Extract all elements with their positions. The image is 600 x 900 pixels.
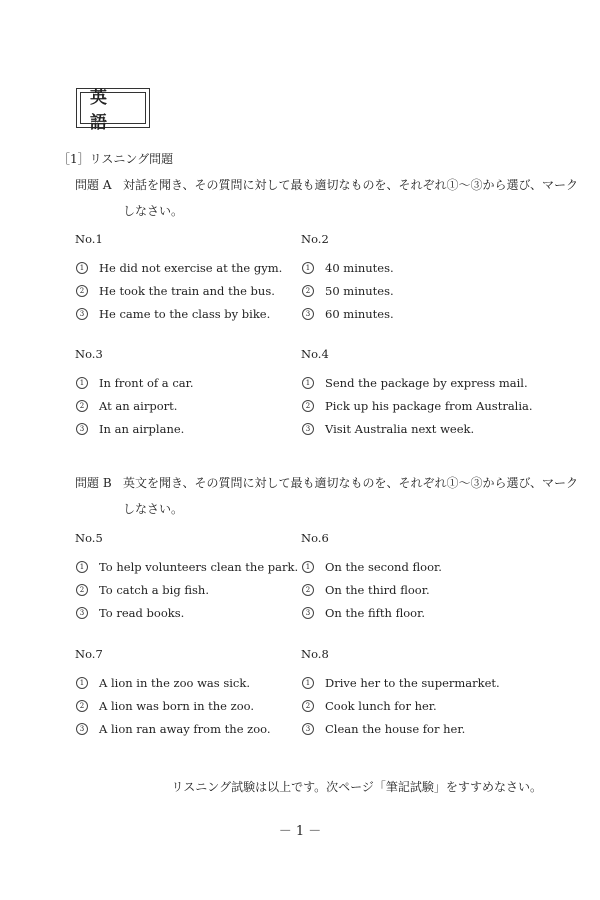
- question-number: No.1: [75, 232, 103, 246]
- question-1: [75, 232, 315, 325]
- circled-number-icon: 1: [302, 262, 314, 274]
- circled-number-icon: 1: [76, 377, 88, 389]
- circled-number-icon: 2: [302, 400, 314, 412]
- circled-number-icon: 1: [302, 677, 314, 689]
- answer-option[interactable]: [75, 302, 315, 325]
- answer-option[interactable]: [75, 256, 315, 279]
- option-text: Visit Australia next week.: [325, 421, 475, 436]
- part-a-label: 問題 A: [75, 178, 112, 192]
- option-text: In an airplane.: [99, 421, 185, 436]
- answer-option[interactable]: [301, 578, 541, 601]
- question-number: No.3: [75, 347, 103, 361]
- option-text: 50 minutes.: [325, 283, 394, 298]
- part-b-text-line1: 英文を聞き、その質問に対して最も適切なものを、それぞれ①～③から選び、マーク: [123, 476, 579, 490]
- answer-option[interactable]: [301, 417, 541, 440]
- subject-title-box: [76, 88, 150, 133]
- option-text: Send the package by express mail.: [325, 375, 528, 390]
- circled-number-icon: 3: [76, 308, 88, 320]
- answer-option[interactable]: [75, 371, 315, 394]
- answer-option[interactable]: [301, 694, 541, 717]
- circled-number-icon: 2: [302, 584, 314, 596]
- answer-option[interactable]: [75, 394, 315, 417]
- part-b-label: 問題 B: [75, 476, 112, 490]
- question-number: No.5: [75, 531, 103, 545]
- option-text: On the second floor.: [325, 559, 442, 574]
- question-number: No.4: [301, 347, 329, 361]
- answer-option[interactable]: [301, 371, 541, 394]
- section-label: ［1］リスニング問題: [58, 152, 174, 166]
- question-4: [301, 347, 541, 440]
- question-5: [75, 531, 315, 624]
- circled-number-icon: 3: [302, 607, 314, 619]
- answer-option[interactable]: [301, 671, 541, 694]
- question-number: No.6: [301, 531, 329, 545]
- circled-number-icon: 1: [302, 561, 314, 573]
- part-a-instructions: [75, 172, 578, 224]
- circled-number-icon: 3: [302, 723, 314, 735]
- answer-option[interactable]: [75, 279, 315, 302]
- footer-note: リスニング試験は以上です。次ページ「筆記試験」をすすめなさい。: [171, 780, 542, 794]
- option-text: A lion in the zoo was sick.: [99, 675, 250, 690]
- circled-number-icon: 1: [76, 677, 88, 689]
- circled-number-icon: 3: [76, 723, 88, 735]
- circled-number-icon: 3: [302, 308, 314, 320]
- part-a-text-line2: しなさい。: [123, 204, 184, 218]
- question-number: No.8: [301, 647, 329, 661]
- option-text: 40 minutes.: [325, 260, 394, 275]
- part-b-text-line2: しなさい。: [123, 502, 184, 516]
- option-text: At an airport.: [99, 398, 178, 413]
- option-text: Cook lunch for her.: [325, 698, 437, 713]
- option-text: He did not exercise at the gym.: [99, 260, 283, 275]
- option-text: To read books.: [99, 605, 185, 620]
- answer-option[interactable]: [75, 601, 315, 624]
- option-text: He came to the class by bike.: [99, 306, 271, 321]
- option-text: On the fifth floor.: [325, 605, 425, 620]
- option-text: To help volunteers clean the park.: [99, 559, 299, 574]
- circled-number-icon: 1: [302, 377, 314, 389]
- question-number: No.2: [301, 232, 329, 246]
- question-number: No.7: [75, 647, 103, 661]
- question-3: [75, 347, 315, 440]
- circled-number-icon: 2: [76, 700, 88, 712]
- option-text: Pick up his package from Australia.: [325, 398, 533, 413]
- part-a-text-line1: 対話を聞き、その質問に対して最も適切なものを、それぞれ①～③から選び、マーク: [123, 178, 579, 192]
- answer-option[interactable]: [75, 555, 315, 578]
- circled-number-icon: 1: [76, 262, 88, 274]
- question-8: [301, 647, 541, 740]
- question-6: [301, 531, 541, 624]
- circled-number-icon: 2: [302, 700, 314, 712]
- answer-option[interactable]: [75, 717, 315, 740]
- option-text: In front of a car.: [99, 375, 194, 390]
- circled-number-icon: 2: [76, 400, 88, 412]
- answer-option[interactable]: [301, 302, 541, 325]
- answer-option[interactable]: [75, 694, 315, 717]
- subject-title: 英 語: [80, 92, 146, 124]
- answer-option[interactable]: [75, 578, 315, 601]
- circled-number-icon: 3: [302, 423, 314, 435]
- option-text: A lion ran away from the zoo.: [99, 721, 271, 736]
- option-text: He took the train and the bus.: [99, 283, 275, 298]
- question-2: [301, 232, 541, 325]
- answer-option[interactable]: [301, 717, 541, 740]
- answer-option[interactable]: [301, 256, 541, 279]
- option-text: 60 minutes.: [325, 306, 394, 321]
- answer-option[interactable]: [75, 671, 315, 694]
- answer-option[interactable]: [301, 601, 541, 624]
- option-text: Drive her to the supermarket.: [325, 675, 500, 690]
- answer-option[interactable]: [301, 555, 541, 578]
- page-number: － 1 －: [278, 824, 322, 839]
- circled-number-icon: 1: [76, 561, 88, 573]
- answer-option[interactable]: [301, 394, 541, 417]
- circled-number-icon: 3: [76, 607, 88, 619]
- option-text: A lion was born in the zoo.: [99, 698, 254, 713]
- option-text: Clean the house for her.: [325, 721, 466, 736]
- option-text: To catch a big fish.: [99, 582, 209, 597]
- circled-number-icon: 2: [302, 285, 314, 297]
- option-text: On the third floor.: [325, 582, 430, 597]
- answer-option[interactable]: [301, 279, 541, 302]
- circled-number-icon: 2: [76, 285, 88, 297]
- question-7: [75, 647, 315, 740]
- answer-option[interactable]: [75, 417, 315, 440]
- part-b-instructions: [75, 470, 578, 522]
- circled-number-icon: 2: [76, 584, 88, 596]
- circled-number-icon: 3: [76, 423, 88, 435]
